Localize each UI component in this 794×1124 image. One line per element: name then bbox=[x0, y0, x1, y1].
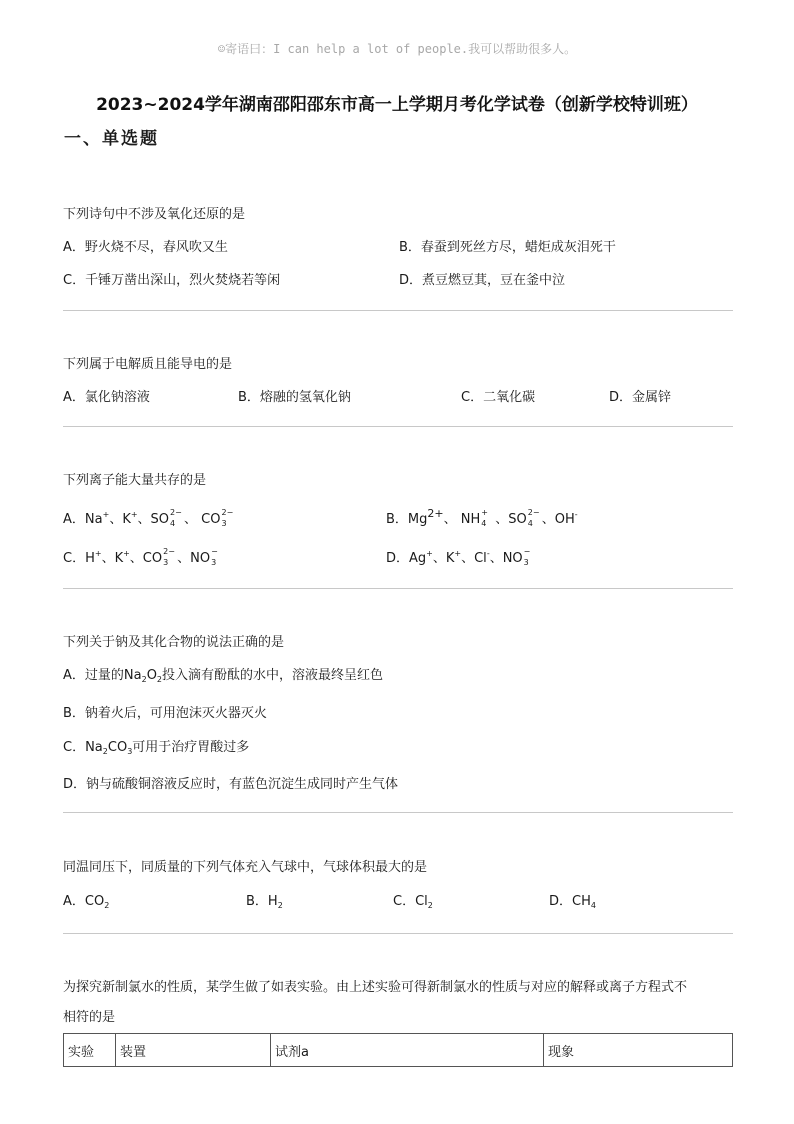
question-4-option-b[interactable]: B．钠着火后，可用泡沫灭火器灭火 bbox=[63, 706, 267, 721]
question-2-option-c[interactable]: C．二氧化碳 bbox=[461, 390, 536, 405]
question-1-option-d[interactable]: D．煮豆燃豆萁，豆在釜中泣 bbox=[399, 273, 566, 288]
question-3-option-c[interactable]: C．H+、K+、CO 2− 3 、NO − 3 bbox=[63, 546, 218, 567]
question-4-stem: 下列关于钠及其化合物的说法正确的是 bbox=[63, 635, 285, 650]
question-3-option-b[interactable]: B．$Mg^{2+}$、 NH + 4 、SO 2− 4 、OH- bbox=[386, 507, 578, 528]
table-header-cell: 装置 bbox=[116, 1034, 271, 1067]
question-2-stem: 下列属于电解质且能导电的是 bbox=[63, 357, 233, 372]
question-2-option-b[interactable]: B．熔融的氢氧化钠 bbox=[238, 390, 351, 405]
question-4-option-d[interactable]: D．钠与硫酸铜溶液反应时，有蓝色沉淀生成同时产生气体 bbox=[63, 777, 399, 792]
section-heading: 一、单选题 bbox=[64, 129, 159, 149]
question-5-option-a[interactable]: A．$CO_2$ bbox=[63, 894, 110, 910]
table-header-row bbox=[64, 1034, 733, 1067]
question-1-option-a[interactable]: A．野火烧不尽，春风吹又生 bbox=[63, 240, 228, 255]
question-5-stem: 同温同压下，同质量的下列气体充入气球中，气球体积最大的是 bbox=[63, 860, 428, 875]
question-5-option-d[interactable]: D．$CH_4$ bbox=[549, 894, 596, 910]
separator bbox=[63, 310, 733, 311]
question-1-option-b[interactable]: B．春蚕到死丝方尽，蜡炬成灰泪死干 bbox=[399, 240, 616, 255]
question-6-stem-line-1: 为探究新制氯水的性质，某学生做了如表实验。由上述实验可得新制氯水的性质与对应的解释或离子方程式不 bbox=[63, 980, 688, 995]
question-5-option-b[interactable]: B．$H_2$ bbox=[246, 894, 283, 910]
separator bbox=[63, 933, 733, 934]
separator bbox=[63, 812, 733, 813]
question-2-option-d[interactable]: D．金属锌 bbox=[609, 390, 672, 405]
experiment-table bbox=[63, 1033, 733, 1067]
question-3-option-d[interactable]: D．Ag+、K+、Cl-、NO − 3 bbox=[386, 546, 531, 567]
table-header-cell: 现象 bbox=[544, 1034, 733, 1067]
question-1-stem: 下列诗句中不涉及氧化还原的是 bbox=[63, 207, 246, 222]
table-header-cell: 试剂a bbox=[271, 1034, 544, 1067]
separator bbox=[63, 426, 733, 427]
separator bbox=[63, 588, 733, 589]
question-6-stem-line-2: 相符的是 bbox=[63, 1010, 116, 1025]
question-1-option-c[interactable]: C．千锤万凿出深山，烈火焚烧若等闲 bbox=[63, 273, 281, 288]
question-4-option-c[interactable]: C．$Na_2CO_3$可用于治疗胃酸过多 bbox=[63, 740, 250, 756]
question-5-option-c[interactable]: C．$Cl_2$ bbox=[393, 894, 433, 910]
watermark: ☺寄语曰：I can help a lot of people.我可以帮助很多人。 bbox=[217, 42, 577, 56]
question-4-option-a[interactable]: A．过量的$Na_2O_2$投入滴有酚酞的水中，溶液最终呈红色 bbox=[63, 668, 384, 684]
page-title: 2023~2024学年湖南邵阳邵东市高一上学期月考化学试卷（创新学校特训班） bbox=[96, 95, 698, 115]
question-3-stem: 下列离子能大量共存的是 bbox=[63, 473, 207, 488]
question-3-option-a[interactable]: A．Na+、K+、SO 2− 4 、 CO 2− 3 bbox=[63, 507, 234, 528]
table-header-cell: 实验 bbox=[64, 1034, 116, 1067]
question-2-option-a[interactable]: A．氯化钠溶液 bbox=[63, 390, 150, 405]
